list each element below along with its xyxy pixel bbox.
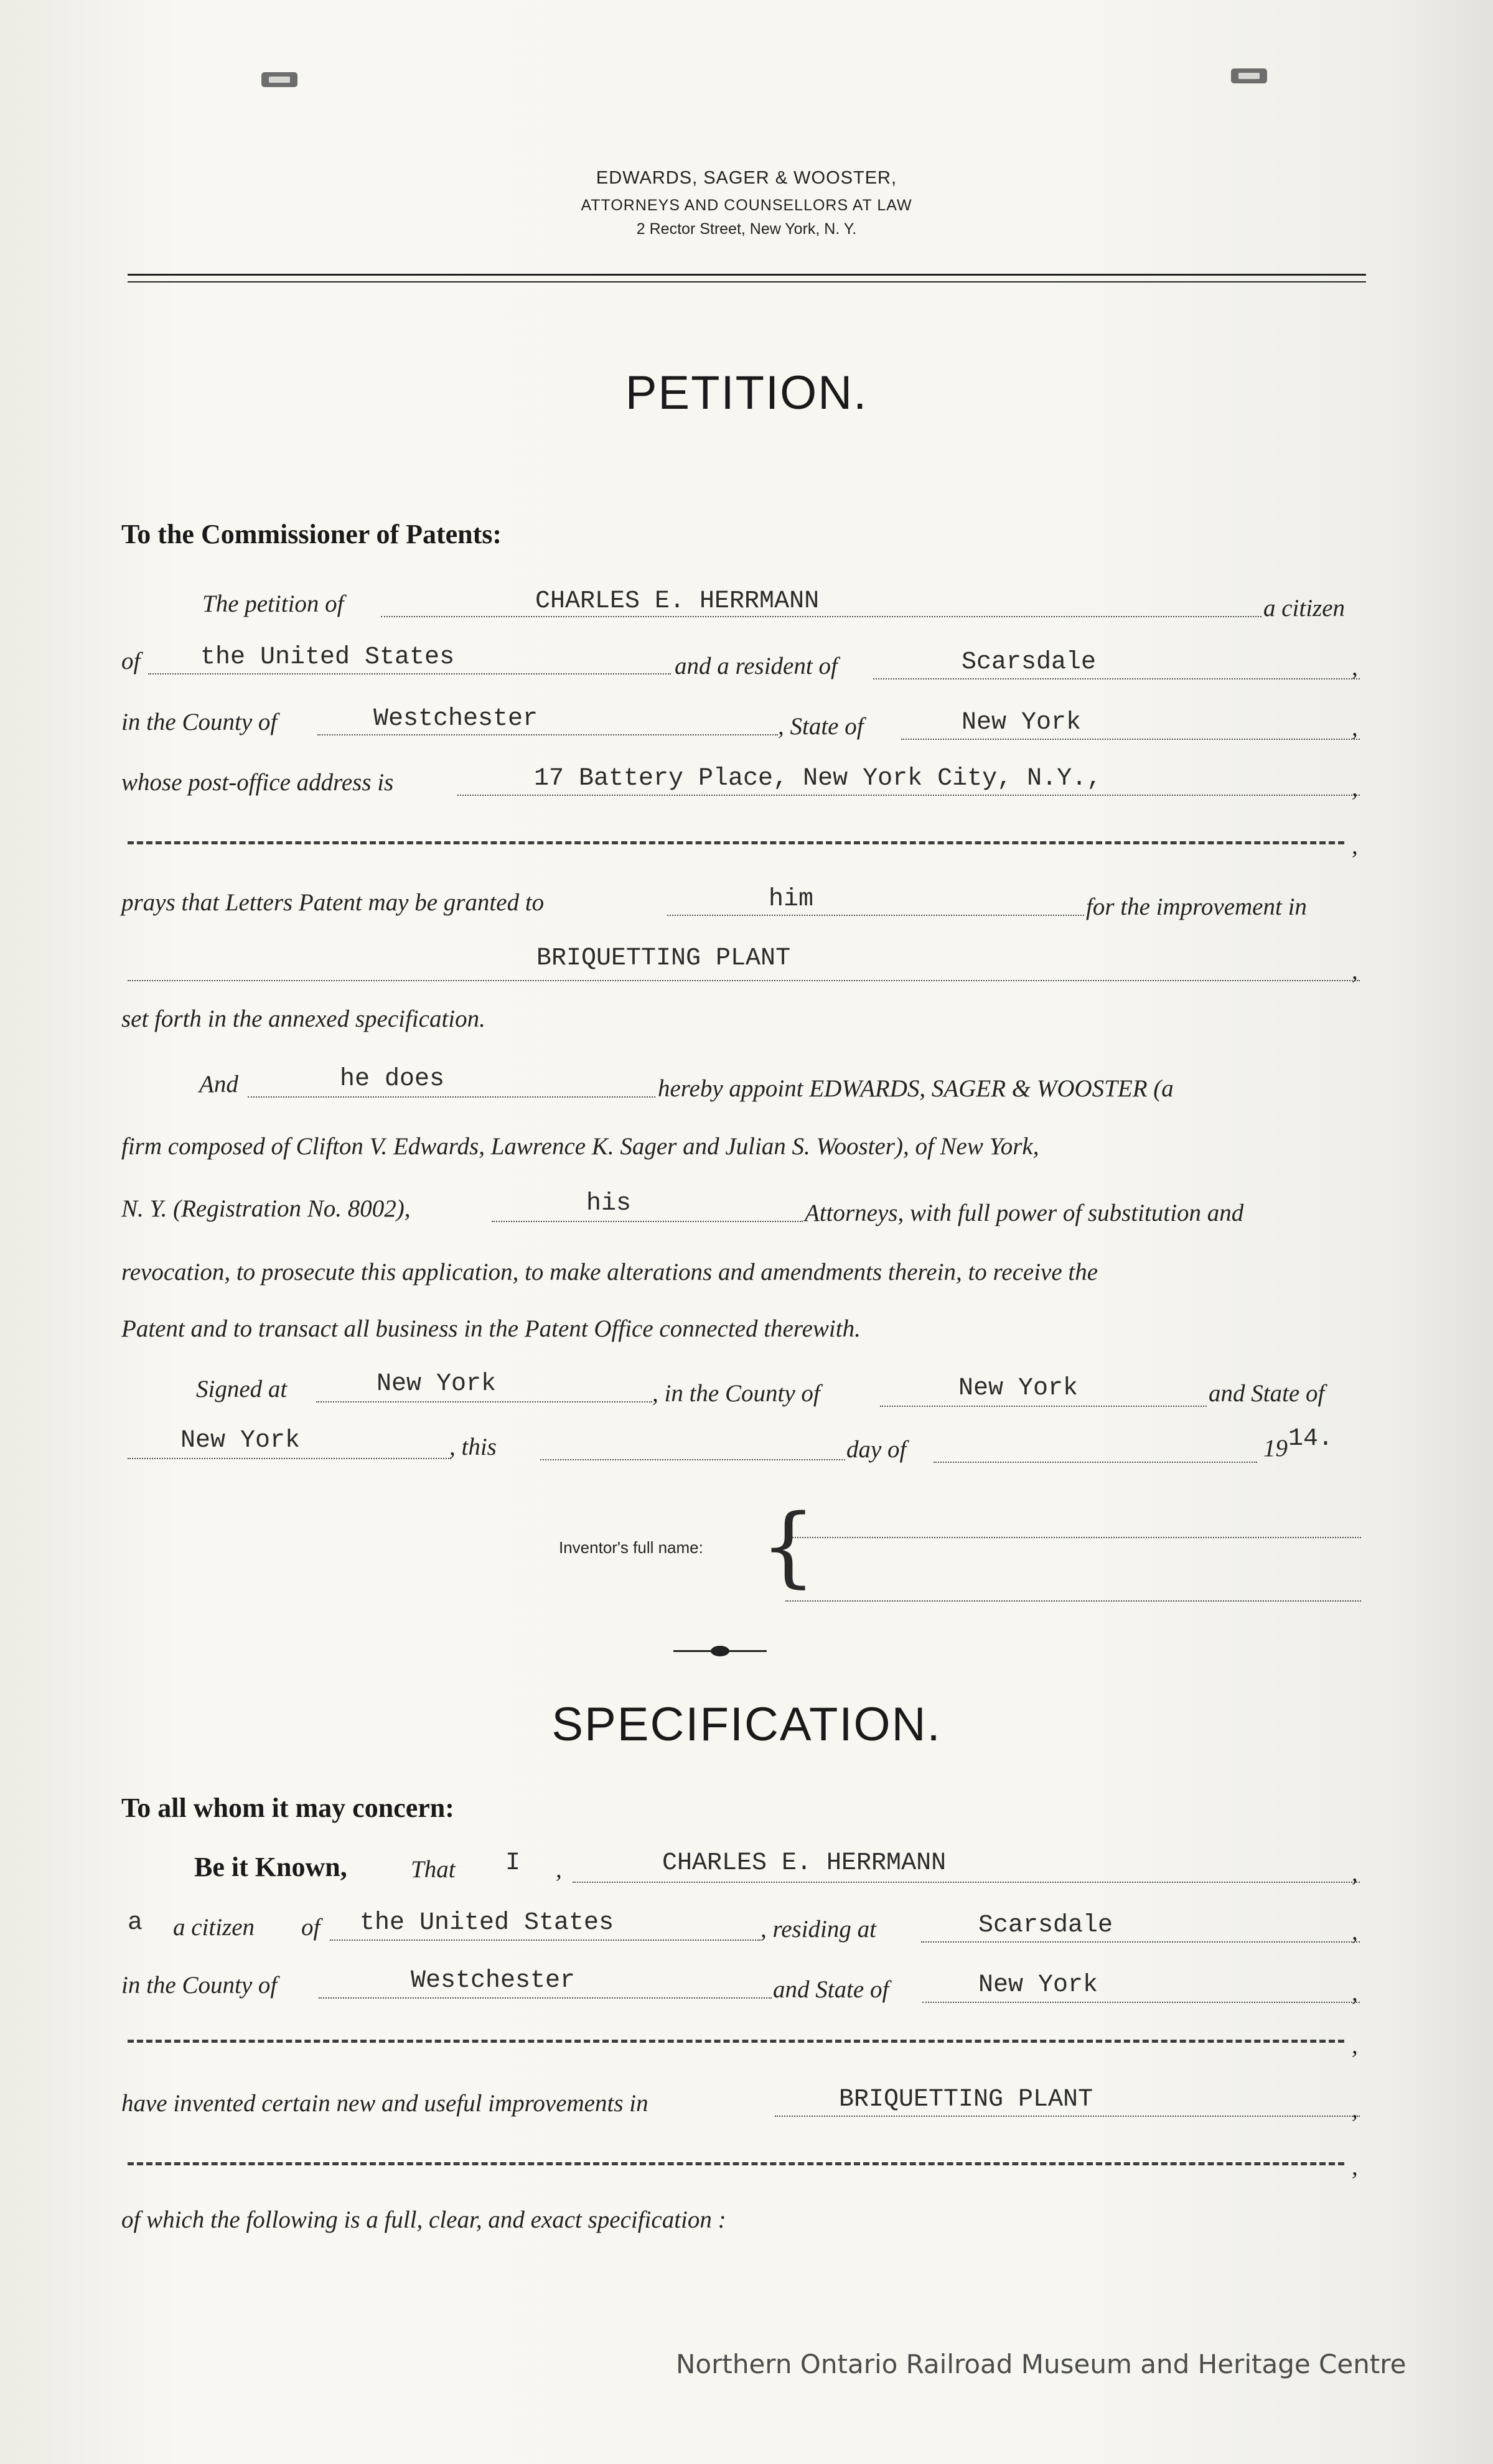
petition-comma-2: , (1352, 654, 1358, 681)
filled-county: Westchester (373, 705, 538, 733)
blank-spec-citizenship (330, 1939, 761, 1941)
blank-appointer (248, 1096, 655, 1098)
filled-year: 14. (1288, 1425, 1334, 1453)
petition-text-firm-composed: firm composed of Clifton V. Edwards, Lawrence K. Sager and Julian S. Wooster), of New York, (121, 1133, 1039, 1160)
blank-state (901, 739, 1360, 740)
spec-comma-1: , (1352, 1860, 1358, 1887)
petition-label-resident-of: and a resident of (675, 653, 838, 679)
letterhead-rule-top (128, 274, 1366, 276)
spec-label-of: of (301, 1914, 321, 1941)
filled-spec-county: Westchester (411, 1967, 576, 1995)
petition-label-signed-state: and State of (1209, 1380, 1325, 1407)
petition-label-improvement-in: for the improvement in (1086, 894, 1307, 920)
petition-label-this: , this (449, 1434, 497, 1460)
spec-label-citizen: a citizen (173, 1914, 255, 1941)
petition-label-and: And (199, 1071, 238, 1098)
section-divider-dot (711, 1646, 729, 1656)
filled-possessive: his (586, 1190, 632, 1218)
filled-residence: Scarsdale (962, 648, 1097, 676)
binding-clip-left (261, 72, 297, 87)
blank-county (317, 734, 778, 735)
dashed-fill-line-1 (128, 841, 1344, 844)
specification-heading: SPECIFICATION. (551, 1698, 942, 1751)
letterhead-firm: EDWARDS, SAGER & WOOSTER, (596, 168, 897, 188)
petition-label-of: of (121, 648, 141, 674)
spec-label-residing-at: , residing at (761, 1916, 876, 1943)
petition-heading: PETITION. (625, 366, 868, 419)
filled-spec-article: a (128, 1909, 143, 1937)
petition-comma-3: , (1352, 714, 1358, 741)
inventor-brace: { (761, 1496, 817, 1597)
blank-spec-county (319, 1997, 772, 1999)
blank-petitioner (381, 616, 1261, 617)
spec-text-full-clear-exact: of which the following is a full, clear, and exact specification : (121, 2206, 726, 2233)
petition-label-inventor-name: Inventor's full name: (559, 1538, 703, 1557)
blank-spec-residence (921, 1941, 1360, 1943)
petition-label-century: 19 (1263, 1435, 1288, 1462)
petition-text-patent-office: Patent and to transact all business in the Patent Office connected therewith. (121, 1315, 861, 1342)
petition-label-signed-at: Signed at (196, 1376, 288, 1402)
blank-citizenship (148, 673, 671, 674)
spec-label-county-of: in the County of (121, 1972, 278, 1999)
spec-label-state-of: and State of (773, 1976, 889, 2003)
blank-grantee (667, 915, 1084, 916)
petition-text-revocation: revocation, to prosecute this application, to make alterations and amendments therein, to receive the (121, 1259, 1098, 1286)
filled-petitioner: CHARLES E. HERRMANN (535, 587, 820, 615)
filled-spec-state: New York (978, 1971, 1098, 1999)
spec-comma-2: , (1352, 1918, 1358, 1945)
filled-spec-inventor: CHARLES E. HERRMANN (662, 1849, 947, 1877)
spec-comma-4: , (1352, 2032, 1358, 2059)
blank-po-address (457, 795, 1360, 796)
blank-signed-state (128, 1458, 451, 1459)
petition-comma-4: , (1352, 775, 1358, 801)
petition-label-registration: N. Y. (Registration No. 8002), (121, 1195, 411, 1222)
petition-text-hereby-appoint: hereby appoint EDWARDS, SAGER & WOOSTER (a (658, 1075, 1174, 1102)
spec-comma-6: , (1352, 2154, 1358, 2180)
spec-comma-pronoun: , (556, 1856, 562, 1883)
blank-day (540, 1459, 845, 1460)
filled-signed-county: New York (958, 1374, 1079, 1402)
spec-comma-3: , (1352, 1979, 1358, 2006)
petition-comma-5: , (1352, 833, 1358, 859)
petition-label-a-citizen: a citizen (1263, 595, 1346, 622)
blank-residence (873, 678, 1360, 679)
filled-citizenship: the United States (200, 643, 455, 671)
petition-label-day-of: day of (846, 1436, 907, 1463)
spec-label-that: That (411, 1856, 456, 1883)
blank-month (934, 1462, 1257, 1463)
spec-be-it-known: Be it Known, (194, 1852, 347, 1882)
dashed-fill-line-3 (128, 2162, 1344, 2165)
petition-comma-7: , (1352, 958, 1358, 984)
filled-spec-citizenship: the United States (360, 1909, 614, 1937)
letterhead-tagline: ATTORNEYS AND COUNSELLORS AT LAW (581, 197, 912, 214)
letterhead-rule-bottom (128, 281, 1366, 282)
petition-text-full-power: Attorneys, with full power of substitution and (805, 1200, 1244, 1226)
blank-invention (128, 980, 1360, 981)
filled-signed-state: New York (180, 1427, 301, 1455)
blank-possessive (492, 1221, 803, 1222)
blank-inventor-2 (785, 1600, 1361, 1602)
dashed-fill-line-2 (128, 2040, 1344, 2043)
petition-label-annexed-spec: set forth in the annexed specification. (121, 1006, 485, 1032)
spec-label-improvements-in: have invented certain new and useful improvements in (121, 2090, 648, 2117)
blank-signed-at (316, 1401, 652, 1402)
petition-label-signed-county: , in the County of (652, 1380, 820, 1407)
blank-signed-county (880, 1406, 1207, 1407)
blank-spec-invention (775, 2116, 1360, 2117)
petition-addressee: To the Commissioner of Patents: (121, 519, 502, 549)
filled-spec-residence: Scarsdale (978, 1911, 1113, 1939)
petition-label-po-address: whose post-office address is (121, 769, 394, 796)
filled-invention: BRIQUETTING PLANT (536, 945, 791, 973)
blank-spec-inventor (573, 1882, 1360, 1883)
filled-spec-pronoun: I (505, 1849, 521, 1877)
spec-comma-5: , (1352, 2096, 1358, 2123)
filled-appointer: he does (340, 1065, 445, 1093)
petition-label-granted-to: prays that Letters Patent may be granted to (121, 889, 545, 916)
blank-spec-state (922, 2002, 1360, 2003)
petition-label-petition-of: The petition of (202, 590, 344, 617)
filled-signed-at: New York (377, 1370, 497, 1398)
binding-clip-right (1231, 68, 1267, 83)
filled-state: New York (962, 709, 1082, 737)
filled-spec-invention: BRIQUETTING PLANT (839, 2086, 1093, 2114)
petition-label-state-of: , State of (778, 713, 864, 740)
specification-addressee: To all whom it may concern: (121, 1793, 454, 1823)
filled-grantee: him (769, 885, 814, 913)
letterhead-address: 2 Rector Street, New York, N. Y. (636, 220, 857, 238)
blank-inventor-1 (785, 1537, 1361, 1538)
filled-po-address: 17 Battery Place, New York City, N.Y., (534, 765, 1102, 793)
museum-credit: Northern Ontario Railroad Museum and Heritage Centre (676, 2349, 1406, 2379)
petition-label-county-of: in the County of (121, 709, 278, 735)
